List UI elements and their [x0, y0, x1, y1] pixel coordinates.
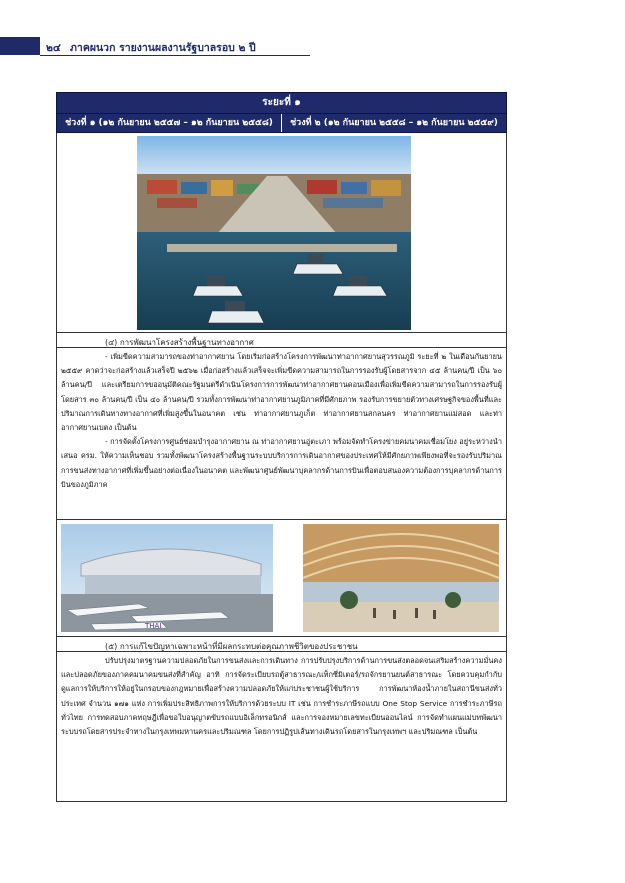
section-4-body: [57, 348, 506, 492]
quality-of-life-cell: [56, 637, 507, 802]
section-5-body: [57, 652, 506, 739]
maintenance-center-paragraph: - การจัดตั้งโครงการศูนย์ซ่อมบำรุงอากาศยาน ณ ท่าอากาศยานอู่ตะเภา พร้อมจัดทำโครงข่ายคมนาคมเชื่อมโยง อยู่ระหว่างนำเสนอ ครม. ให้ความเห็นชอบ รวมทั้งพัฒนาโครงสร้างพื้นฐานระบบบริการการเดินอากาศของประเทศให้มีศักยภาพเพียงพอที่จะรองรับปริมาณการขนส่งทางอากาศที่เพิ่มขึ้นอย่างต่อเนื่องในอนาคต และพัฒนาศูนย์พัฒนาบุคลากรด้านการบินเพื่อตอบสนองความต้องการบุคลากรด้านการบินของภูมิภาค: [61, 437, 502, 489]
results-table: [56, 92, 507, 802]
period-header-row: [56, 114, 507, 133]
terminal-interior-photo: [303, 524, 499, 632]
section-4-caption: (๔) การพัฒนาโครงสร้างพื้นฐานทางอากาศ: [57, 333, 506, 348]
infrastructure-cell: [56, 333, 507, 520]
page-number: ๒๔: [46, 42, 61, 54]
section-5-caption: (๕) การแก้ไขปัญหาเฉพาะหน้าที่มีผลกระทบต่อคุณภาพชีวิตของประชาชน: [57, 637, 506, 652]
airport-capacity-paragraph: - เพิ่มขีดความสามารถของท่าอากาศยาน โดยเริ่มก่อสร้างโครงการพัฒนาท่าอากาศยานสุวรรณภูมิ ระยะที่ ๒ ในเดือนกันยายน ๒๕๕๙ คาดว่าจะก่อสร้างแล้วเสร็จปี ๒๕๖๒ เมื่อก่อสร้างแล้วเสร็จจะเพิ่มขีดความสามารถในการรองรับผู้โดยสารจาก ๔๕ ล้านคน/ปี เป็น ๖๐ ล้านคน/ปี และเตรียมการขออนุมัติคณะรัฐมนตรีดำเนินโครงการการพัฒนาท่าอากาศยานดอนเมืองเพื่อเพิ่มขีดความสามารถในการรองรับผู้โดยสาร ๓๐ ล้านคน/ปี เป็น ๔๐ ล้านคน/ปี รวมทั้งการพัฒนาท่าอากาศยานภูมิภาคที่มีศักยภาพ รองรับการขยายตัวทางเศรษฐกิจของพื้นที่และปริมาณการเดินทางทางอากาศที่เพิ่มสูงขึ้นในอนาคต เช่น ท่าอากาศยานภูเก็ต ท่าอากาศยานสกลนคร ท่าอากาศยานแม่สอด และท่าอากาศยานเบตง เป็นต้น: [61, 352, 502, 433]
port-aerial-photo: [137, 136, 411, 330]
airport-photos-cell: [56, 520, 507, 637]
transport-safety-paragraph: ปรับปรุงมาตรฐานความปลอดภัยในการขนส่งและการเดินทาง การปรับปรุงบริการด้านการขนส่งตลอดจนเสริมสร้างความมั่นคงและปลอดภัยของภาคคมนาคมขนส่งที่สำคัญ อาทิ การจัดระเบียบรถตู้สาธารณะ/แท็กซี่มิเตอร์/รถจักรยานยนต์สาธารณะ โดยควบคุมกำกับดูแลการให้บริการให้อยู่ในกรอบของกฎหมายเพื่อสร้างความปลอดภัยให้แก่ประชาชนผู้ใช้บริการ การพัฒนาห้องน้ำภายในสถานีขนส่งทั่วประเทศ จำนวน ๑๗๑ แห่ง การเพิ่มประสิทธิภาพการให้บริการด้วยระบบ IT เช่น การชำระภาษีรถแบบ One Stop Service การชำระภาษีรถทั่วไทย การทดสอบภาคทฤษฎีเพื่อขอใบอนุญาตขับรถแบบอิเล็กทรอนิกส์ และการจองหมายเลขทะเบียนออนไลน์ การจัดทำแผนแม่บทพัฒนาระบบรถโดยสารประจำทางในกรุงเทพมหานครและปริมณฑล โดยการปฏิรูปเส้นทางเดินรถโดยสารในกรุงเทพฯ และปริมณฑล เป็นต้น: [61, 656, 502, 737]
terminal-render-photo: [61, 524, 273, 632]
airline-mark-text: THAI: [145, 622, 162, 630]
header-title: ภาคผนวก รายงานผลงานรัฐบาลรอบ ๒ ปี: [70, 42, 256, 54]
period-1-header: ช่วงที่ ๑ (๑๒ กันยายน ๒๕๕๗ – ๑๒ กันยายน ๒๕๕๘): [65, 118, 273, 128]
period-2-header: ช่วงที่ ๒ (๑๒ กันยายน ๒๕๕๘ – ๑๒ กันยายน ๒๕๕๙): [281, 114, 506, 132]
phase-heading: ระยะที่ ๑: [56, 92, 507, 114]
header-accent-bar: [0, 37, 40, 55]
header-rule: [40, 55, 310, 56]
port-photo-cell: [56, 133, 507, 333]
